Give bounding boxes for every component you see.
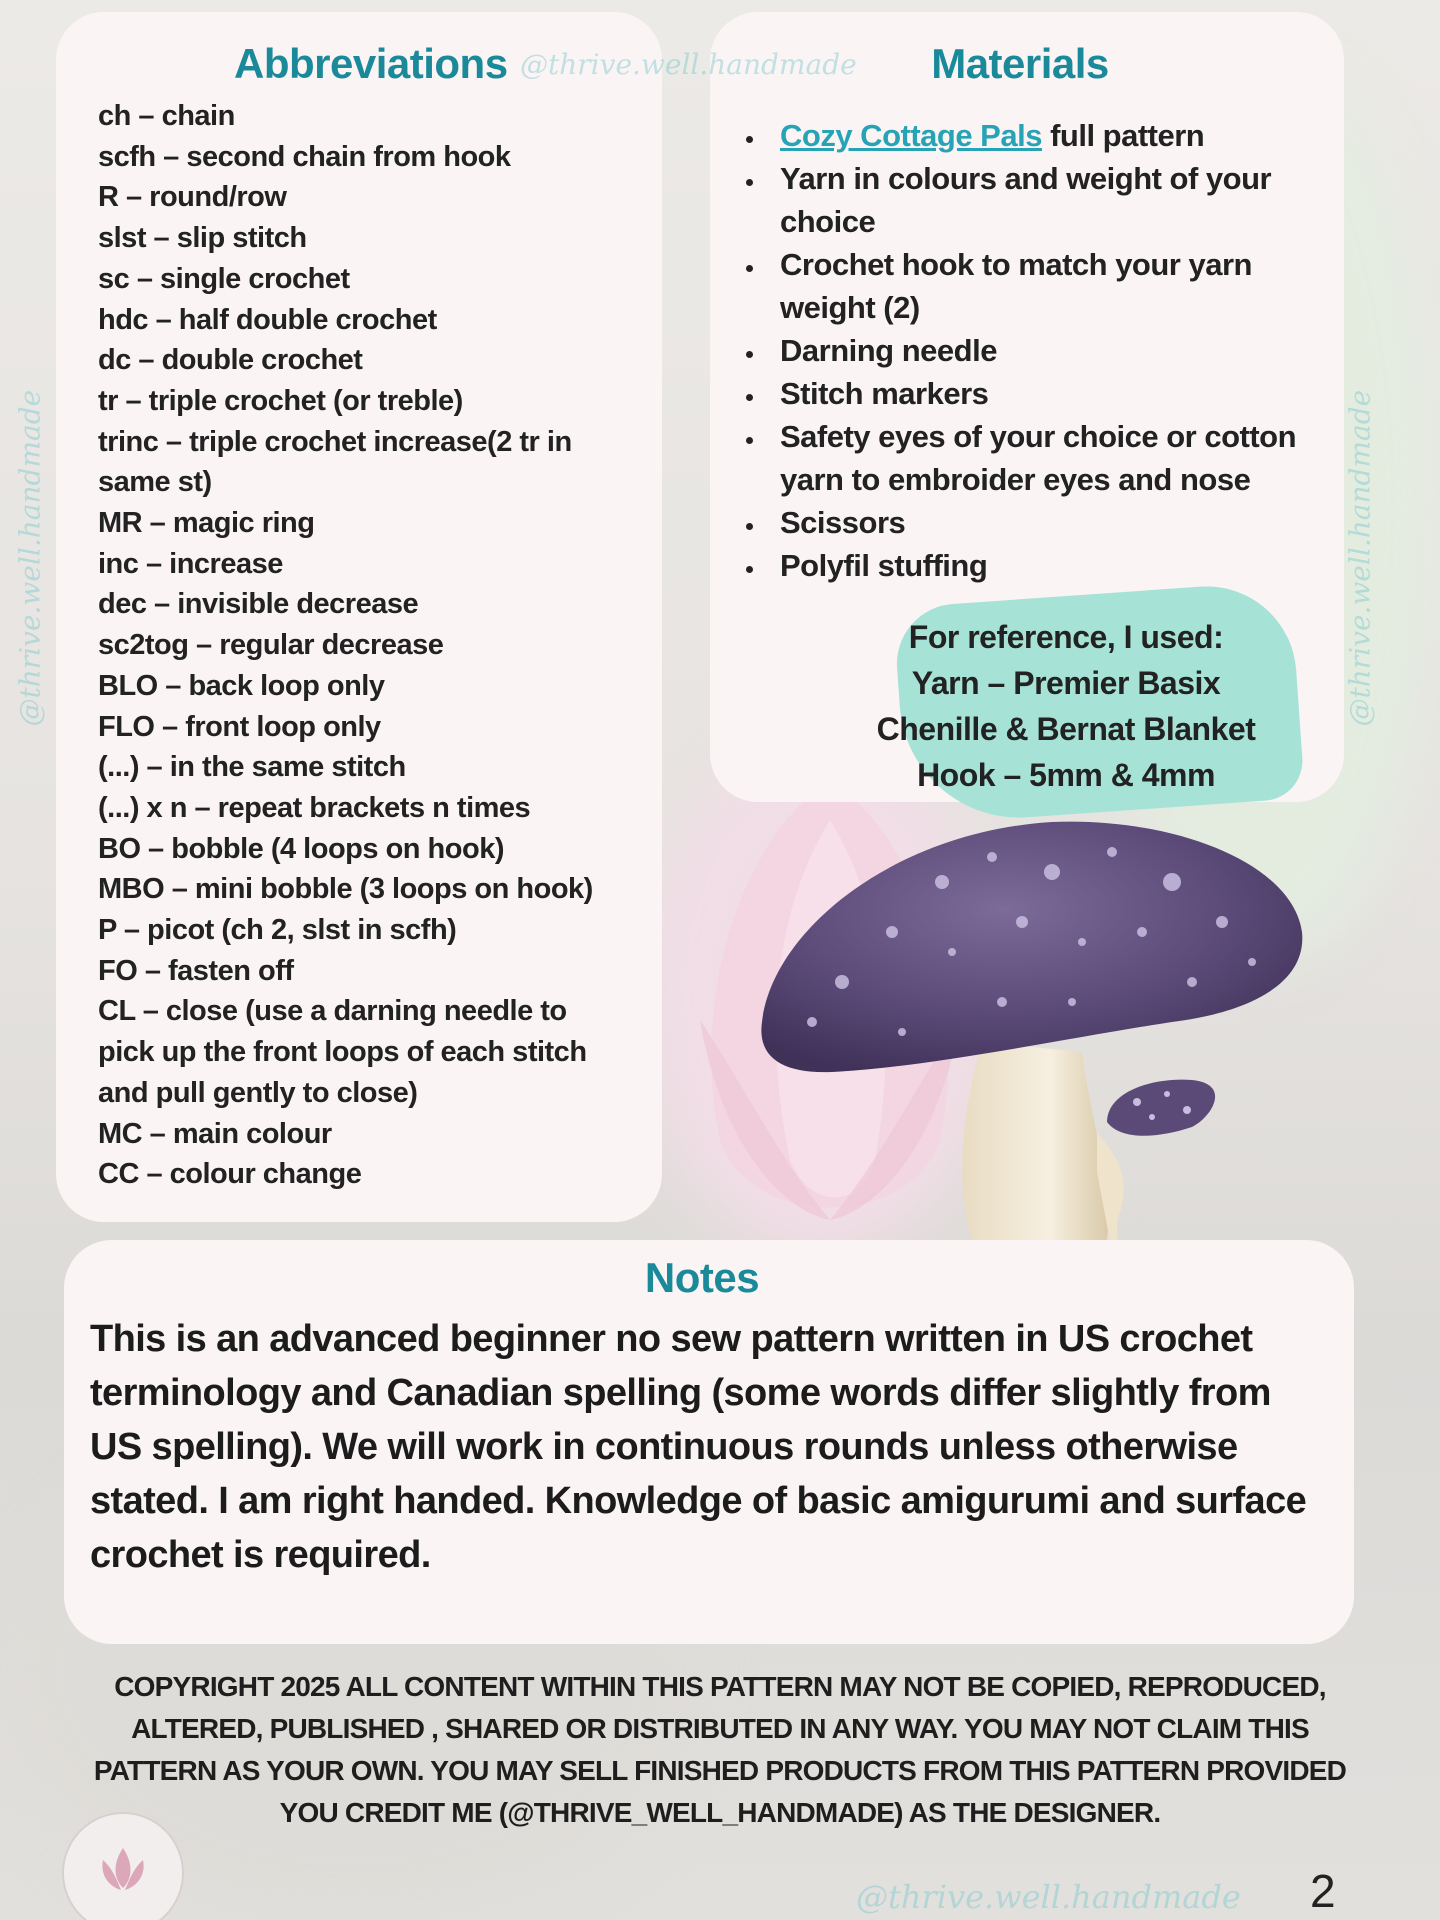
abbreviation-item: FLO – front loop only — [98, 710, 381, 743]
abbreviations-list — [98, 96, 662, 1195]
abbreviation-item: MBO – mini bobble (3 loops on hook) — [98, 873, 593, 906]
abbreviation-item: dec – invisible decrease — [98, 588, 419, 621]
abbreviation-item: trinc – triple crochet increase(2 tr in same st) — [98, 425, 572, 499]
abbreviation-item: MR – magic ring — [98, 507, 315, 540]
abbreviation-item: tr – triple crochet (or treble) — [98, 384, 463, 417]
abbreviation-item: (...) – in the same stitch — [98, 751, 406, 784]
abbreviation-item: ch – chain — [98, 100, 235, 132]
material-item — [766, 114, 1304, 157]
abbreviation-item: R – round/row — [98, 181, 287, 214]
notes-text: This is an advanced beginner no sew pattern written in US crochet terminology and Canadian spelling (some words differ slightly from US spelling). We will work in continuous rounds unless otherwise stated. I am right handed. Knowledge of basic amigurumi and surface crochet is required. — [90, 1318, 1307, 1576]
watermark: @thrive.well.handmade — [1343, 389, 1377, 727]
abbreviation-item: inc – increase — [98, 547, 283, 580]
materials-title: Materials — [931, 40, 1109, 87]
material-item: • Darning needle — [766, 329, 1304, 372]
materials-list — [736, 114, 1304, 587]
watermark: @thrive.well.handmade — [856, 1878, 1241, 1916]
material-item: • Polyfil stuffing — [766, 544, 1304, 587]
materials-card — [710, 12, 1344, 802]
abbreviation-item: CL – close (use a darning needle to pick up the front loops of each stitch and pull gently to close) — [98, 995, 587, 1109]
abbreviation-item: BO – bobble (4 loops on hook) — [98, 832, 504, 865]
abbreviation-item: FO – fasten off — [98, 954, 294, 987]
abbreviation-item: P – picot (ch 2, slst in scfh) — [98, 914, 457, 947]
abbreviation-item: sc2tog – regular decrease — [98, 629, 444, 662]
reference-block — [830, 614, 1302, 798]
reference-line: Chenille & Bernat Blanket — [876, 711, 1256, 747]
watermark: @thrive.well.handmade — [13, 389, 47, 727]
abbreviation-item: slst – slip stitch — [98, 222, 307, 255]
abbreviation-item: (...) x n – repeat brackets n times — [98, 791, 531, 824]
mushroom-illustration — [752, 812, 1312, 1312]
abbreviation-item: MC – main colour — [98, 1117, 332, 1150]
notes-title: Notes — [644, 1254, 760, 1301]
notes-card — [64, 1240, 1354, 1644]
abbreviation-item: dc – double crochet — [98, 344, 363, 377]
material-item: • Scissors — [766, 501, 1304, 544]
abbreviations-title: Abbreviations — [234, 40, 508, 87]
brand-logo — [58, 1808, 188, 1920]
abbreviation-item: BLO – back loop only — [98, 669, 385, 702]
reference-line: Yarn – Premier Basix — [911, 665, 1221, 701]
pattern-link[interactable]: Cozy Cottage Pals — [780, 118, 1042, 153]
reference-line: For reference, I used: — [908, 619, 1224, 655]
reference-line: Hook – 5mm & 4mm — [917, 757, 1215, 793]
material-item: • Safety eyes of your choice or cotton yarn to embroider eyes and nose — [766, 415, 1304, 501]
pattern-link-suffix: full pattern — [1041, 118, 1205, 153]
watermark: @thrive.well.handmade — [520, 48, 857, 81]
page-number: 2 — [1310, 1865, 1336, 1917]
abbreviation-item: CC – colour change — [98, 1158, 362, 1191]
abbreviation-item: scfh – second chain from hook — [98, 140, 511, 173]
abbreviation-item: sc – single crochet — [98, 262, 350, 295]
abbreviation-item: hdc – half double crochet — [98, 303, 437, 336]
material-item: • Yarn in colours and weight of your choice — [766, 157, 1304, 243]
copyright-notice: COPYRIGHT 2025 ALL CONTENT WITHIN THIS PATTERN MAY NOT BE COPIED, REPRODUCED, ALTERED, PUBLISHED , SHARED OR DISTRIBUTED IN ANY WAY. YOU MAY NOT CLAIM THIS PATTERN AS YOUR OWN. YOU MAY SELL FINISHED PRODUCTS FROM THIS PATTERN PROVIDED YOU CREDIT ME (@THRIVE_WELL_HANDMADE) AS THE DESIGNER. — [93, 1671, 1347, 1828]
abbreviations-card — [56, 12, 662, 1222]
material-item: • Crochet hook to match your yarn weight (2) — [766, 243, 1304, 329]
material-item: • Stitch markers — [766, 372, 1304, 415]
